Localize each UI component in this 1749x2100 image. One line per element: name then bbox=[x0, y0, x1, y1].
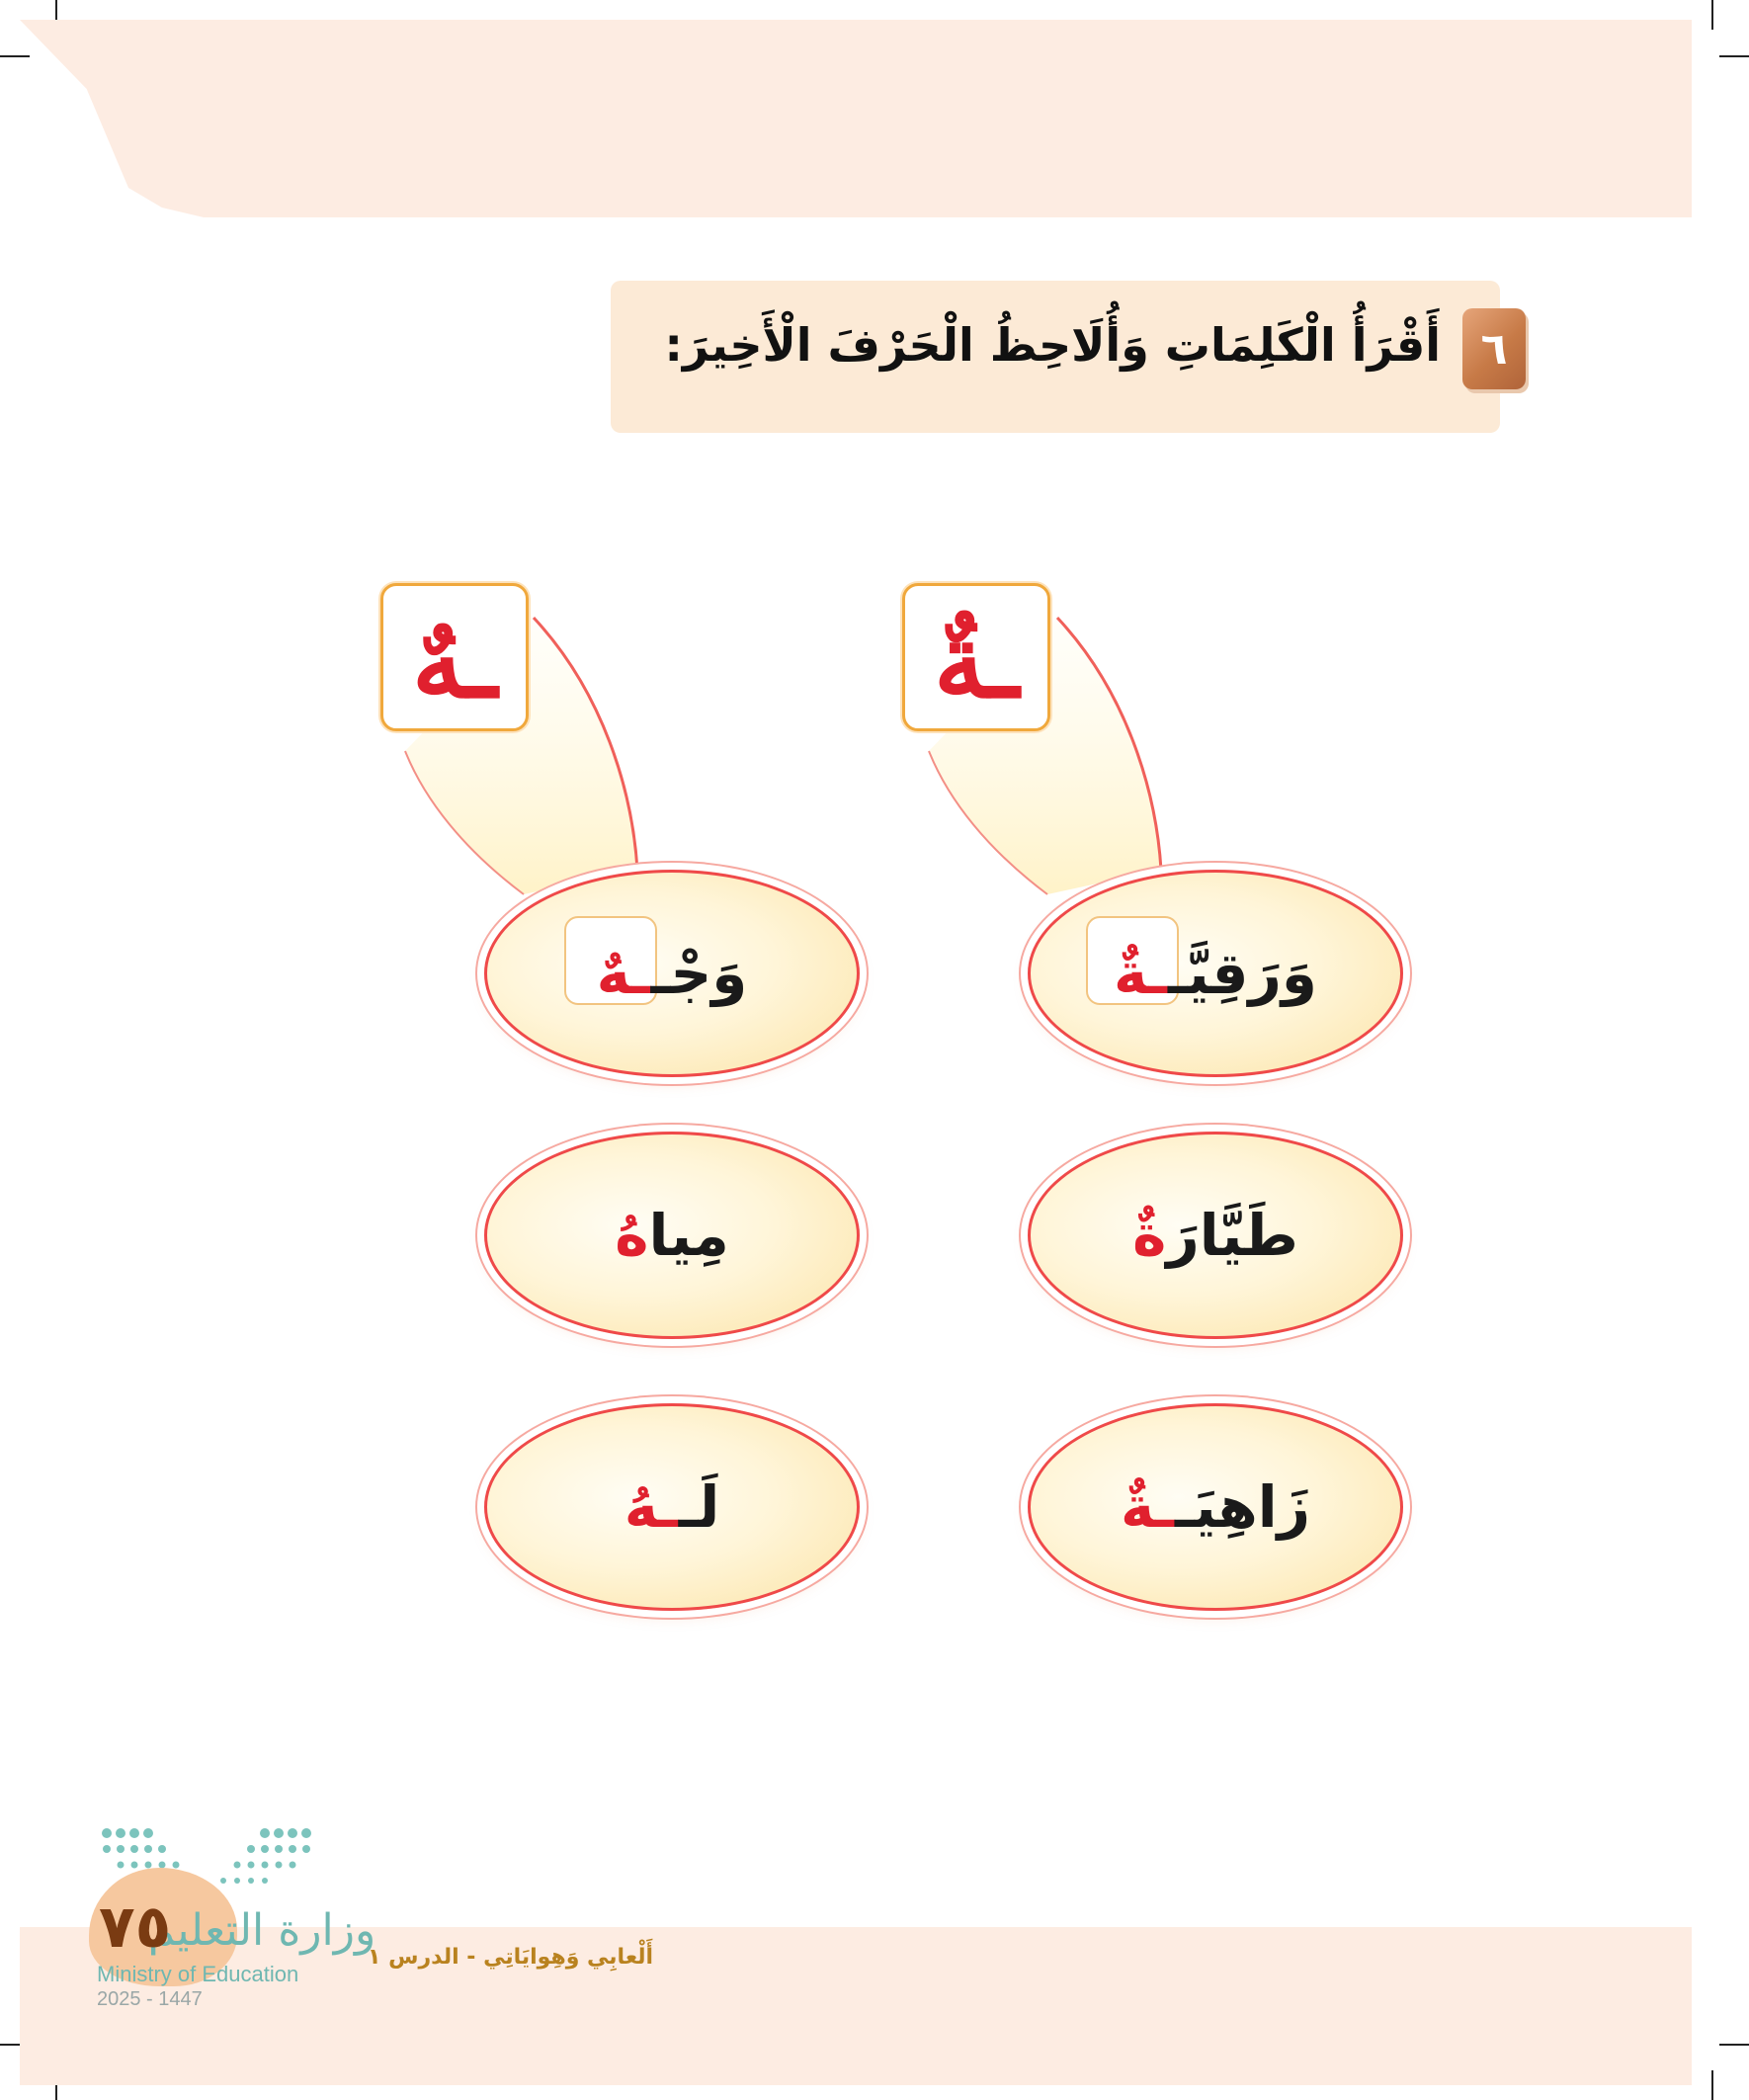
word-oval-lahu bbox=[484, 1403, 860, 1611]
word-wajh: وَجْــهٌ bbox=[596, 940, 748, 1007]
exercise-number-badge: ٦ bbox=[1462, 308, 1526, 389]
word-lahu: لَــهُ bbox=[624, 1473, 720, 1541]
word-oval-waraqiyya bbox=[1028, 870, 1403, 1077]
word-miyah: مِياهُ bbox=[615, 1202, 729, 1269]
edition-year: 2025 - 1447 bbox=[97, 1988, 203, 2010]
lesson-title: أَلْعابِي وَهِوايَاتِي - الدرس ١ bbox=[368, 1945, 654, 1970]
letter-box-taa-marbuta bbox=[902, 583, 1050, 731]
word-oval-zahiya bbox=[1028, 1403, 1403, 1611]
word-oval-miyah bbox=[484, 1132, 860, 1339]
ministry-name-english: Ministry of Education bbox=[97, 1962, 299, 1986]
letter-haa: ـهٌ bbox=[411, 600, 498, 721]
page-number: ٧٥ bbox=[99, 1892, 172, 1962]
instruction-text: أَقْرَأُ الْكَلِمَاتِ وَأُلَاحِظُ الْحَرْفَ الْأَخِيرَ: bbox=[664, 318, 1441, 372]
word-waraqiyya: وَرَقِيَّــةٌ bbox=[1114, 940, 1317, 1007]
word-oval-wajh bbox=[484, 870, 860, 1077]
letter-taa-marbuta: ـةٌ bbox=[933, 600, 1020, 721]
word-oval-tayyara bbox=[1028, 1132, 1403, 1339]
word-tayyara: طَيَّارَةٌ bbox=[1132, 1202, 1298, 1269]
letter-box-haa bbox=[380, 583, 529, 731]
ministry-name-arabic: وزارة التعليم bbox=[148, 1905, 376, 1956]
word-zahiya: زَاهِيَــةٌ bbox=[1121, 1473, 1310, 1541]
